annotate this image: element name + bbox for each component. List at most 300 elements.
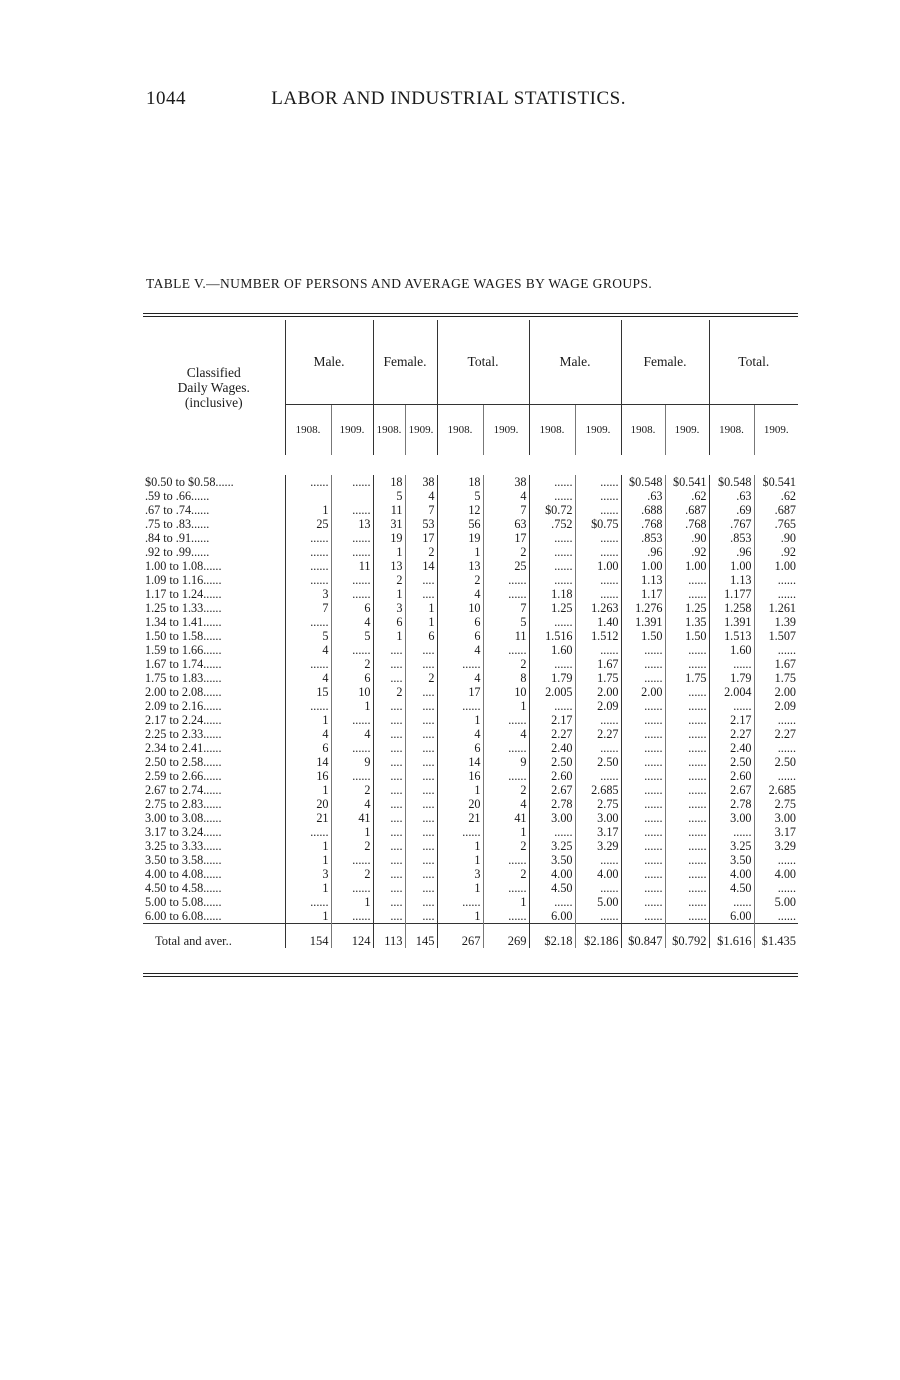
table-cell: ...... <box>529 489 575 503</box>
table-cell: ...... <box>621 825 665 839</box>
table-cell: 13 <box>437 559 483 573</box>
table-cell: 7 <box>405 503 437 517</box>
table-cell: ...... <box>621 811 665 825</box>
table-cell: ...... <box>331 853 373 867</box>
table-cell: 4 <box>331 727 373 741</box>
table-cell: 2.78 <box>709 797 754 811</box>
table-cell: .767 <box>709 517 754 531</box>
table-cell: 5 <box>285 629 331 643</box>
table-row <box>143 559 798 573</box>
wage-range-label: 2.59 to 2.66...... <box>145 769 222 783</box>
table-row <box>143 643 798 657</box>
wage-groups-table <box>143 320 798 948</box>
table-cell: ...... <box>665 573 709 587</box>
table-cell: .90 <box>754 531 798 545</box>
table-cell: 4 <box>483 797 529 811</box>
table-cell: ...... <box>529 699 575 713</box>
table-cell: 13 <box>373 559 405 573</box>
table-cell: 6 <box>373 615 405 629</box>
table-cell: .... <box>405 643 437 657</box>
table-cell: ...... <box>575 713 621 727</box>
table-cell: ...... <box>285 615 331 629</box>
table-top-rule <box>143 313 798 314</box>
year-1909: 1909. <box>331 405 373 456</box>
year-1908: 1908. <box>621 405 665 456</box>
table-cell: 5 <box>331 629 373 643</box>
wage-range-label: 2.67 to 2.74...... <box>145 783 222 797</box>
wage-range-label: 1.67 to 1.74...... <box>145 657 222 671</box>
table-cell: ...... <box>331 909 373 924</box>
table-cell: 2.50 <box>709 755 754 769</box>
table-cell: 9 <box>483 755 529 769</box>
table-cell: ...... <box>285 559 331 573</box>
table-cell: ...... <box>575 741 621 755</box>
table-cell: 2.78 <box>529 797 575 811</box>
table-cell: 1 <box>373 545 405 559</box>
table-cell: ...... <box>331 643 373 657</box>
table-cell: 9 <box>331 755 373 769</box>
total-cell: 154 <box>285 924 331 949</box>
table-cell: ...... <box>621 867 665 881</box>
table-cell: .... <box>405 769 437 783</box>
table-cell: 1.00 <box>754 559 798 573</box>
table-cell: ...... <box>621 909 665 924</box>
table-cell: .... <box>405 867 437 881</box>
table-cell: .... <box>373 741 405 755</box>
table-cell: 1.00 <box>665 559 709 573</box>
table-cell: .687 <box>665 503 709 517</box>
table-row <box>143 867 798 881</box>
wage-male-header: Male. <box>529 320 621 405</box>
table-cell: 4.00 <box>709 867 754 881</box>
table-cell: .768 <box>665 517 709 531</box>
table-cell: .... <box>405 587 437 601</box>
wage-range-label: 1.59 to 1.66...... <box>145 643 222 657</box>
table-cell: 3.00 <box>709 811 754 825</box>
table-cell: 1 <box>437 783 483 797</box>
table-cell: 4 <box>331 797 373 811</box>
table-cell: .853 <box>709 531 754 545</box>
table-bottom-rule <box>143 973 798 974</box>
total-cell: 124 <box>331 924 373 949</box>
table-cell: 1 <box>405 615 437 629</box>
table-cell: 1 <box>373 629 405 643</box>
table-cell: 1.177 <box>709 587 754 601</box>
table-cell: ...... <box>665 755 709 769</box>
table-cell: 56 <box>437 517 483 531</box>
table-cell: 1 <box>483 895 529 909</box>
table-cell: 31 <box>373 517 405 531</box>
table-cell: .62 <box>754 489 798 503</box>
table-cell: ...... <box>621 643 665 657</box>
wage-range-label: .92 to .99...... <box>145 545 210 559</box>
table-cell: 1.39 <box>754 615 798 629</box>
running-title: LABOR AND INDUSTRIAL STATISTICS. <box>271 88 626 109</box>
table-cell <box>331 489 373 503</box>
table-cell: ...... <box>529 573 575 587</box>
table-cell: 3.50 <box>709 853 754 867</box>
table-cell: .63 <box>621 489 665 503</box>
table-cell: 3.29 <box>575 839 621 853</box>
table-cell: 3 <box>437 867 483 881</box>
table-cell: ...... <box>621 839 665 853</box>
table-cell: 1.75 <box>575 671 621 685</box>
wage-range-label: .59 to .66...... <box>145 489 210 503</box>
table-cell: .... <box>405 573 437 587</box>
table-cell: ...... <box>331 769 373 783</box>
table-cell: 4.00 <box>529 867 575 881</box>
table-row <box>143 727 798 741</box>
table-cell: 2.60 <box>709 769 754 783</box>
table-cell: 7 <box>483 601 529 615</box>
table-cell: 4.00 <box>575 867 621 881</box>
table-cell: 6 <box>437 741 483 755</box>
table-cell: ...... <box>709 657 754 671</box>
table-cell: ...... <box>665 867 709 881</box>
wage-range-label: 2.17 to 2.24...... <box>145 713 222 727</box>
table-cell: ...... <box>575 531 621 545</box>
table-cell: 1 <box>437 545 483 559</box>
table-cell: 4 <box>285 643 331 657</box>
classified-wages-header-text: Classified Daily Wages. (inclusive) <box>177 365 250 410</box>
table-cell: .... <box>373 853 405 867</box>
table-cell: .92 <box>665 545 709 559</box>
table-cell: 1.13 <box>709 573 754 587</box>
table-cell: 4 <box>405 489 437 503</box>
table-cell: 2.685 <box>754 783 798 797</box>
table-row <box>143 587 798 601</box>
table-cell: .687 <box>754 503 798 517</box>
table-cell: ...... <box>529 657 575 671</box>
total-cell: $0.847 <box>621 924 665 949</box>
table-row <box>143 909 798 924</box>
table-cell: .... <box>405 713 437 727</box>
table-cell: .... <box>373 727 405 741</box>
year-1909: 1909. <box>575 405 621 456</box>
table-cell: 1 <box>437 881 483 895</box>
table-cell: ...... <box>665 825 709 839</box>
table-cell: .... <box>373 755 405 769</box>
table-cell: ...... <box>665 895 709 909</box>
table-cell: 1 <box>405 601 437 615</box>
table-cell: ...... <box>575 503 621 517</box>
table-cell: 1 <box>373 587 405 601</box>
table-cell: 2 <box>405 545 437 559</box>
table-cell: 2.17 <box>709 713 754 727</box>
table-cell: .853 <box>621 531 665 545</box>
table-cell: ...... <box>709 699 754 713</box>
table-cell: 2.00 <box>754 685 798 699</box>
table-row <box>143 517 798 531</box>
total-cell: 113 <box>373 924 405 949</box>
table-cell: 2.09 <box>575 699 621 713</box>
wage-range-label: 2.00 to 2.08...... <box>145 685 222 699</box>
table-cell: 1.263 <box>575 601 621 615</box>
table-cell: 4.00 <box>754 867 798 881</box>
table-cell: .90 <box>665 531 709 545</box>
table-cell: ...... <box>575 573 621 587</box>
total-label: Total and aver.. <box>143 924 285 949</box>
table-cell: 1 <box>437 853 483 867</box>
table-cell: 2.50 <box>575 755 621 769</box>
table-cell: ...... <box>529 615 575 629</box>
table-cell: .768 <box>621 517 665 531</box>
table-row <box>143 811 798 825</box>
spacer-row <box>143 455 798 475</box>
table-cell: 1.25 <box>665 601 709 615</box>
classified-wages-header <box>143 320 285 455</box>
table-cell: 1 <box>331 895 373 909</box>
table-cell: ...... <box>483 909 529 924</box>
table-cell <box>285 489 331 503</box>
table-row <box>143 601 798 615</box>
table-cell: .... <box>405 741 437 755</box>
table-cell: 4 <box>285 727 331 741</box>
year-1909: 1909. <box>665 405 709 456</box>
table-cell: ...... <box>483 713 529 727</box>
table-cell: 1.516 <box>529 629 575 643</box>
table-cell: 18 <box>373 475 405 489</box>
wage-female-header: Female. <box>621 320 709 405</box>
table-cell: ...... <box>754 769 798 783</box>
table-cell: ...... <box>665 797 709 811</box>
table-cell: 1.258 <box>709 601 754 615</box>
table-cell: 4 <box>285 671 331 685</box>
table-cell: 3 <box>285 587 331 601</box>
table-cell: 2.75 <box>754 797 798 811</box>
table-cell: ...... <box>575 489 621 503</box>
table-cell: ...... <box>331 475 373 489</box>
table-cell: 1.79 <box>709 671 754 685</box>
table-cell: 14 <box>437 755 483 769</box>
table-cell: 1 <box>437 839 483 853</box>
table-cell: ...... <box>754 909 798 924</box>
total-cell: 267 <box>437 924 483 949</box>
table-cell: 2.685 <box>575 783 621 797</box>
table-cell: ...... <box>621 783 665 797</box>
table-cell: .... <box>373 699 405 713</box>
table-cell: .... <box>373 909 405 924</box>
table-cell: 1 <box>285 839 331 853</box>
table-cell: ...... <box>331 545 373 559</box>
table-cell: 6 <box>405 629 437 643</box>
table-cell: 17 <box>405 531 437 545</box>
table-cell: 21 <box>437 811 483 825</box>
table-cell: 19 <box>437 531 483 545</box>
table-cell: ...... <box>575 545 621 559</box>
table-cell: ...... <box>483 587 529 601</box>
table-cell: 17 <box>437 685 483 699</box>
table-cell: 53 <box>405 517 437 531</box>
table-cell: 3 <box>373 601 405 615</box>
table-row <box>143 671 798 685</box>
table-cell: .... <box>405 881 437 895</box>
table-cell: 3.25 <box>529 839 575 853</box>
table-cell: .... <box>373 825 405 839</box>
table-row <box>143 657 798 671</box>
table-cell: 1.60 <box>529 643 575 657</box>
table-cell: ...... <box>483 741 529 755</box>
table-cell: $0.75 <box>575 517 621 531</box>
table-cell: ...... <box>437 895 483 909</box>
wage-range-label: $0.50 to $0.58...... <box>145 475 234 489</box>
table-cell: 1 <box>285 853 331 867</box>
table-cell: 20 <box>437 797 483 811</box>
table-cell: 20 <box>285 797 331 811</box>
table-cell: ...... <box>437 657 483 671</box>
table-row <box>143 797 798 811</box>
table-cell: $0.541 <box>754 475 798 489</box>
table-cell: 1.391 <box>621 615 665 629</box>
table-cell: 1 <box>285 881 331 895</box>
table-cell: ...... <box>621 881 665 895</box>
wage-range-label: 3.25 to 3.33...... <box>145 839 222 853</box>
table-cell: ...... <box>529 531 575 545</box>
table-cell: 2.17 <box>529 713 575 727</box>
wage-range-label: .75 to .83...... <box>145 517 210 531</box>
table-cell: 1.13 <box>621 573 665 587</box>
table-cell: 2 <box>405 671 437 685</box>
table-cell: ...... <box>529 559 575 573</box>
table-cell: ...... <box>754 643 798 657</box>
table-cell: ...... <box>665 685 709 699</box>
table-cell: 2.40 <box>709 741 754 755</box>
table-cell: 10 <box>331 685 373 699</box>
table-cell: .765 <box>754 517 798 531</box>
table-cell: 1 <box>437 713 483 727</box>
table-cell: ...... <box>285 573 331 587</box>
table-cell: 2.67 <box>709 783 754 797</box>
table-cell: 1.261 <box>754 601 798 615</box>
table-cell: 2 <box>373 573 405 587</box>
table-cell: ...... <box>285 475 331 489</box>
table-cell: ...... <box>754 853 798 867</box>
table-cell: 6 <box>437 615 483 629</box>
table-cell: .... <box>373 643 405 657</box>
table-cell: ...... <box>529 475 575 489</box>
table-cell: 5.00 <box>754 895 798 909</box>
group-header-row <box>143 320 798 405</box>
table-cell: 11 <box>373 503 405 517</box>
total-cell: $0.792 <box>665 924 709 949</box>
table-bottom-rule-inner <box>143 976 798 977</box>
table-cell: ...... <box>709 895 754 909</box>
wage-range-label: 2.09 to 2.16...... <box>145 699 222 713</box>
table-row <box>143 489 798 503</box>
table-cell: ...... <box>483 573 529 587</box>
table-cell: 25 <box>483 559 529 573</box>
table-cell: 17 <box>483 531 529 545</box>
table-cell: 3.29 <box>754 839 798 853</box>
table-cell: 1.75 <box>754 671 798 685</box>
table-cell: .... <box>373 867 405 881</box>
table-cell: 1.513 <box>709 629 754 643</box>
table-cell: ...... <box>575 475 621 489</box>
table-cell: ...... <box>483 769 529 783</box>
total-cell: 145 <box>405 924 437 949</box>
table-cell: 4.50 <box>709 881 754 895</box>
table-cell: 2.50 <box>529 755 575 769</box>
table-cell: 1.67 <box>575 657 621 671</box>
table-body <box>143 455 798 948</box>
table-row <box>143 783 798 797</box>
table-cell: 3.17 <box>754 825 798 839</box>
table-cell: $0.72 <box>529 503 575 517</box>
table-cell: ...... <box>665 909 709 924</box>
table-row <box>143 475 798 489</box>
table-cell: 1.35 <box>665 615 709 629</box>
table-cell: ...... <box>575 909 621 924</box>
table-row <box>143 629 798 643</box>
table-cell: 1.25 <box>529 601 575 615</box>
table-cell: ...... <box>621 727 665 741</box>
table-cell: 2 <box>483 783 529 797</box>
table-cell: ...... <box>575 587 621 601</box>
table-cell: 2.004 <box>709 685 754 699</box>
table-cell: 11 <box>483 629 529 643</box>
table-cell: 4 <box>331 615 373 629</box>
table-cell: 2.00 <box>575 685 621 699</box>
table-cell: 2 <box>483 657 529 671</box>
wage-total-header: Total. <box>709 320 798 405</box>
table-cell: .62 <box>665 489 709 503</box>
total-cell: $1.616 <box>709 924 754 949</box>
table-cell: ...... <box>285 657 331 671</box>
table-cell: .69 <box>709 503 754 517</box>
table-cell: 2.50 <box>754 755 798 769</box>
wage-range-label: 6.00 to 6.08...... <box>145 909 222 923</box>
table-cell: .96 <box>621 545 665 559</box>
table-cell: .... <box>373 881 405 895</box>
table-cell: 3.00 <box>529 811 575 825</box>
table-cell: ...... <box>665 727 709 741</box>
wage-range-label: 1.17 to 1.24...... <box>145 587 222 601</box>
table-cell: 1.00 <box>709 559 754 573</box>
table-cell: .... <box>405 839 437 853</box>
table-cell: 2.60 <box>529 769 575 783</box>
count-male-header: Male. <box>285 320 373 405</box>
table-cell: 2.00 <box>621 685 665 699</box>
wage-range-label: 2.75 to 2.83...... <box>145 797 222 811</box>
table-cell: .... <box>373 783 405 797</box>
total-cell: $2.18 <box>529 924 575 949</box>
total-cell: 269 <box>483 924 529 949</box>
table-row <box>143 545 798 559</box>
table-cell: .... <box>405 797 437 811</box>
year-1908: 1908. <box>709 405 754 456</box>
table-cell: .... <box>373 895 405 909</box>
table-cell: 21 <box>285 811 331 825</box>
table-cell: ...... <box>331 573 373 587</box>
year-1909: 1909. <box>483 405 529 456</box>
table-cell: $0.541 <box>665 475 709 489</box>
wage-range-label: 1.34 to 1.41...... <box>145 615 222 629</box>
table-cell: .688 <box>621 503 665 517</box>
table-cell: ...... <box>665 881 709 895</box>
table-cell: ...... <box>754 881 798 895</box>
table-cell: 10 <box>483 685 529 699</box>
wage-range-label: 1.50 to 1.58...... <box>145 629 222 643</box>
table-cell: 2.27 <box>754 727 798 741</box>
page-header <box>146 88 626 110</box>
table-cell: ...... <box>437 825 483 839</box>
table-cell: .... <box>405 727 437 741</box>
table-cell: ...... <box>285 825 331 839</box>
table-row <box>143 755 798 769</box>
table-cell: ...... <box>621 797 665 811</box>
table-cell: ...... <box>483 853 529 867</box>
table-cell: ...... <box>665 713 709 727</box>
